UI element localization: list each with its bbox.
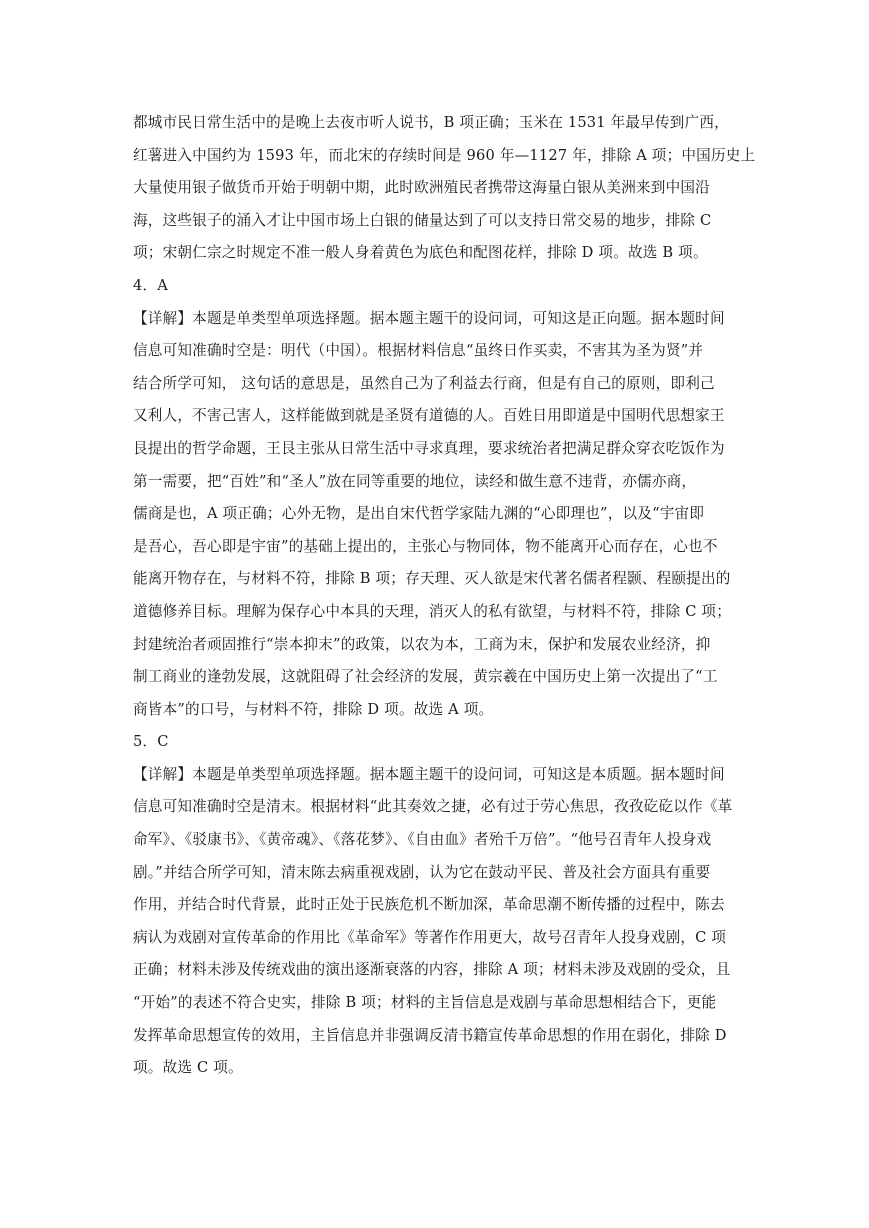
document-body [133,107,756,1085]
text-line: 又利人，不害己害人，这样能做到就是圣贤有道德的人。百姓日用即道是中国明代思想家王 [133,407,725,425]
text-line: 是吾心，吾心即是宇宙”的基础上提出的，主张心与物同体，物不能离开心而存在，心也不 [133,537,718,555]
text-line: 【详解】本题是单类型单项选择题。据本题主题干的设问词，可知这是正向题。据本题时间 [133,309,725,327]
text-line: 海，这些银子的涌入才让中国市场上白银的储量达到了可以支持日常交易的地步，排除 C [133,211,712,229]
text-line: 发挥革命思想宣传的效用，主旨信息并非强调反清书籍宣传革命思想的作用在弱化，排除 D [133,1026,727,1044]
text-line: 制工商业的逢勃发展，这就阻碍了社会经济的发展，黄宗羲在中国历史上第一次提出了“工 [133,668,718,686]
text-line: 正确；材料未涉及传统戏曲的演出逐渐衰落的内容，排除 A 项；材料未涉及戏剧的受众，且 [133,961,731,979]
question-number: 5．C [133,733,169,751]
text-line: 封建统治者顽固推行“崇本抑末”的政策，以农为本，工商为末，保护和发展农业经济，抑 [133,635,711,653]
text-line: 艮提出的哲学命题，王艮主张从日常生活中寻求真理，要求统治者把满足群众穿衣吃饭作为 [133,439,725,457]
text-line: 项。故选 C 项。 [133,1059,243,1077]
text-line: 命军》、《驳康书》、《黄帝魂》、《落花梦》、《自由血》者殆千万倍”。“他号召青年人投身戏 [133,831,712,849]
text-line: 红薯进入中国约为 1593 年，而北宋的存续时间是 960 年—1127 年，排除 A 项；中国历史上 [133,146,756,164]
text-line: “开始”的表述不符合史实，排除 B 项；材料的主旨信息是戏剧与革命思想相结合下，更能 [133,994,717,1012]
text-line: 儒商是也，A 项正确；心外无物，是出自宋代哲学家陆九渊的“心即理也”，以及“宇宙即 [133,505,705,523]
text-line: 道德修养目标。理解为保存心中本具的天理，消灭人的私有欲望，与材料不符，排除 C 项； [133,602,732,620]
text-line: 商皆本”的口号，与材料不符，排除 D 项。故选 A 项。 [133,700,494,718]
question-number: 4．A [133,276,169,294]
text-line: 信息可知准确时空是：明代（中国）。根据材料信息“虽终日作买卖，不害其为圣为贤”并 [133,342,704,360]
text-line: 大量使用银子做货币开始于明朝中期，此时欧洲殖民者携带这海量白银从美洲来到中国沿 [133,179,710,197]
text-line: 结合所学可知， 这句话的意思是，虽然自己为了利益去行商，但是有自己的原则，即利己 [133,374,715,392]
text-line: 【详解】本题是单类型单项选择题。据本题主题干的设问词，可知这是本质题。据本题时间 [133,765,725,783]
text-line: 能离开物存在，与材料不符，排除 B 项；存天理、灭人欲是宋代著名儒者程颢、程颐提出的 [133,570,731,588]
text-line: 第一需要，把“百姓”和“圣人”放在同等重要的地位，读经和做生意不违背，亦儒亦商， [133,472,697,490]
text-line: 项；宋朝仁宗之时规定不准一般人身着黄色为底色和配图花样，排除 D 项。故选 B 项。 [133,244,708,262]
text-line: 剧。”并结合所学可知，清末陈去病重视戏剧，认为它在鼓动平民、普及社会方面具有重要 [133,863,711,881]
text-line: 作用，并结合时代背景，此时正处于民族危机不断加深，革命思潮不断传播的过程中，陈去 [133,896,725,914]
text-line: 信息可知准确时空是清末。根据材料“此其奏效之捷，必有过于劳心焦思，孜孜矻矻以作《革 [133,798,733,816]
text-line: 都城市民日常生活中的是晚上去夜市听人说书，B 项正确；玉米在 1531 年最早传到广西， [133,114,729,131]
text-line: 病认为戏剧对宣传革命的作用比《革命军》等著作作用更大，故号召青年人投身戏剧，C 项 [133,928,727,946]
